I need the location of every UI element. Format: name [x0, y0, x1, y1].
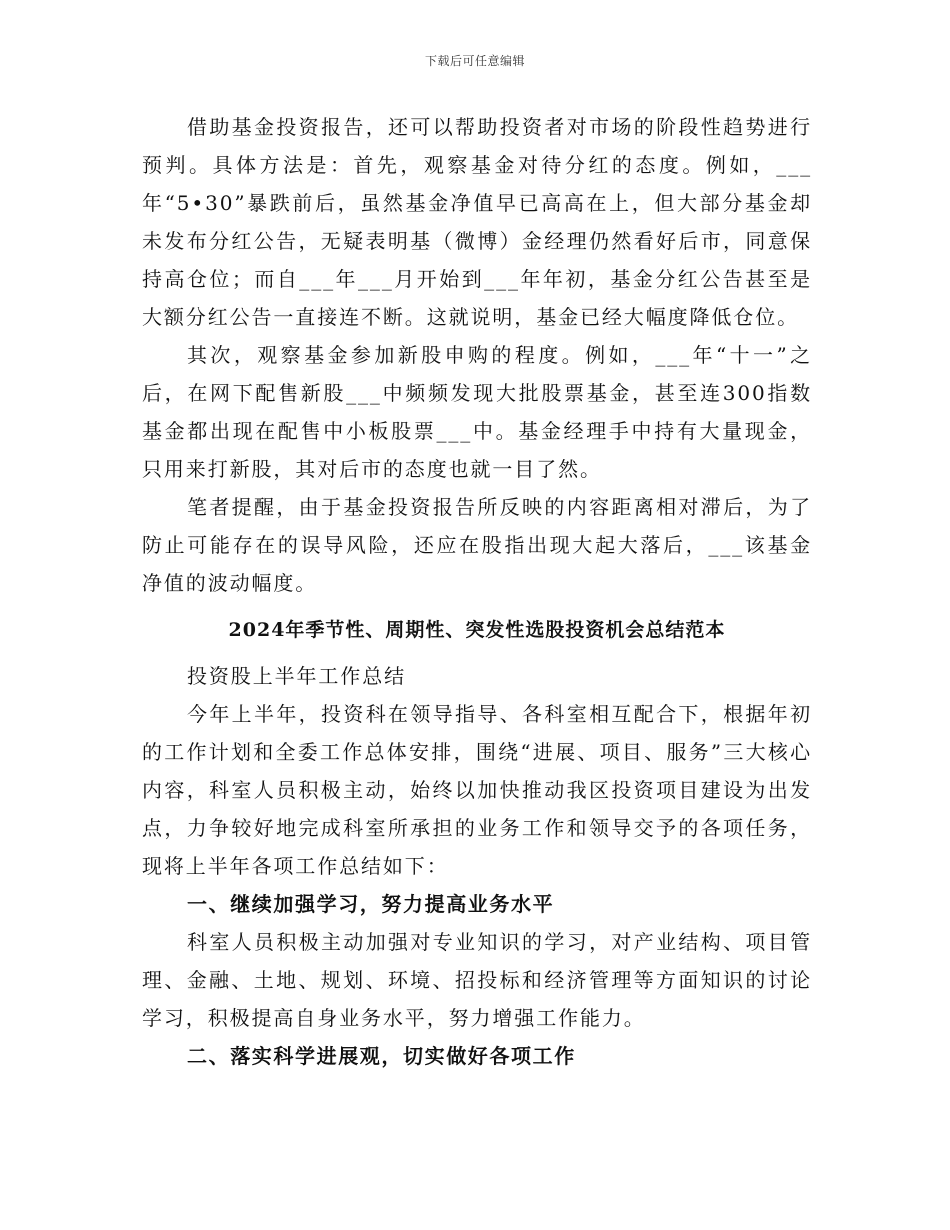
paragraph-study: 科室人员积极主动加强对专业知识的学习，对产业结构、项目管理、金融、土地、规划、环境、招投标和经济管理等方面知识的讨论学习，积极提高自身业务水平，努力增强工作能力。: [142, 930, 812, 1030]
paragraph-fund-report-forecast: 借助基金投资报告，还可以帮助投资者对市场的阶段性趋势进行预判。具体方法是：首先，观察基金对待分红的态度。例如，___年“5•30”暴跌前后，虽然基金净值早已高高在上，但大部分基金却未发布分红公告，无疑表明基（微博）金经理仍然看好后市，同意保持高仓位；而自___年___月开始到___年年初，基金分红公告甚至是大额分红公告一直接连不断。这就说明，基金已经大幅度降低仓位。: [142, 115, 812, 329]
paragraph-intro: 今年上半年，投资科在领导指导、各科室相互配合下，根据年初的工作计划和全委工作总体安排，围绕“进展、项目、服务”三大核心内容，科室人员积极主动，始终以加快推动我区投资项目建设为出发点，力争较好地完成科室所承担的业务工作和领导交予的各项任务，现将上半年各项工作总结如下：: [142, 702, 812, 878]
document-body: [142, 108, 812, 1075]
paragraph-author-reminder: 笔者提醒，由于基金投资报告所反映的内容距离相对滞后，为了防止可能存在的误导风险，还应在股指出现大起大落后，___该基金净值的波动幅度。: [142, 495, 812, 595]
section-title: 2024年季节性、周期性、突发性选股投资机会总结范本: [228, 619, 726, 641]
heading-two: 二、落实科学进展观，切实做好各项工作: [187, 1044, 576, 1068]
paragraph-new-share-subscription: 其次，观察基金参加新股申购的程度。例如，___年“十一”之后，在网下配售新股___中频频发现大批股票基金，甚至连300指数基金都出现在配售中小板股票___中。基金经理手中持有大量现金，只用来打新股，其对后市的态度也就一目了然。: [142, 343, 812, 481]
heading-one: 一、继续加强学习，努力提高业务水平: [187, 892, 555, 916]
page-header: 下载后可任意编辑: [424, 54, 525, 68]
paragraph-subtitle: 投资股上半年工作总结: [187, 664, 406, 688]
